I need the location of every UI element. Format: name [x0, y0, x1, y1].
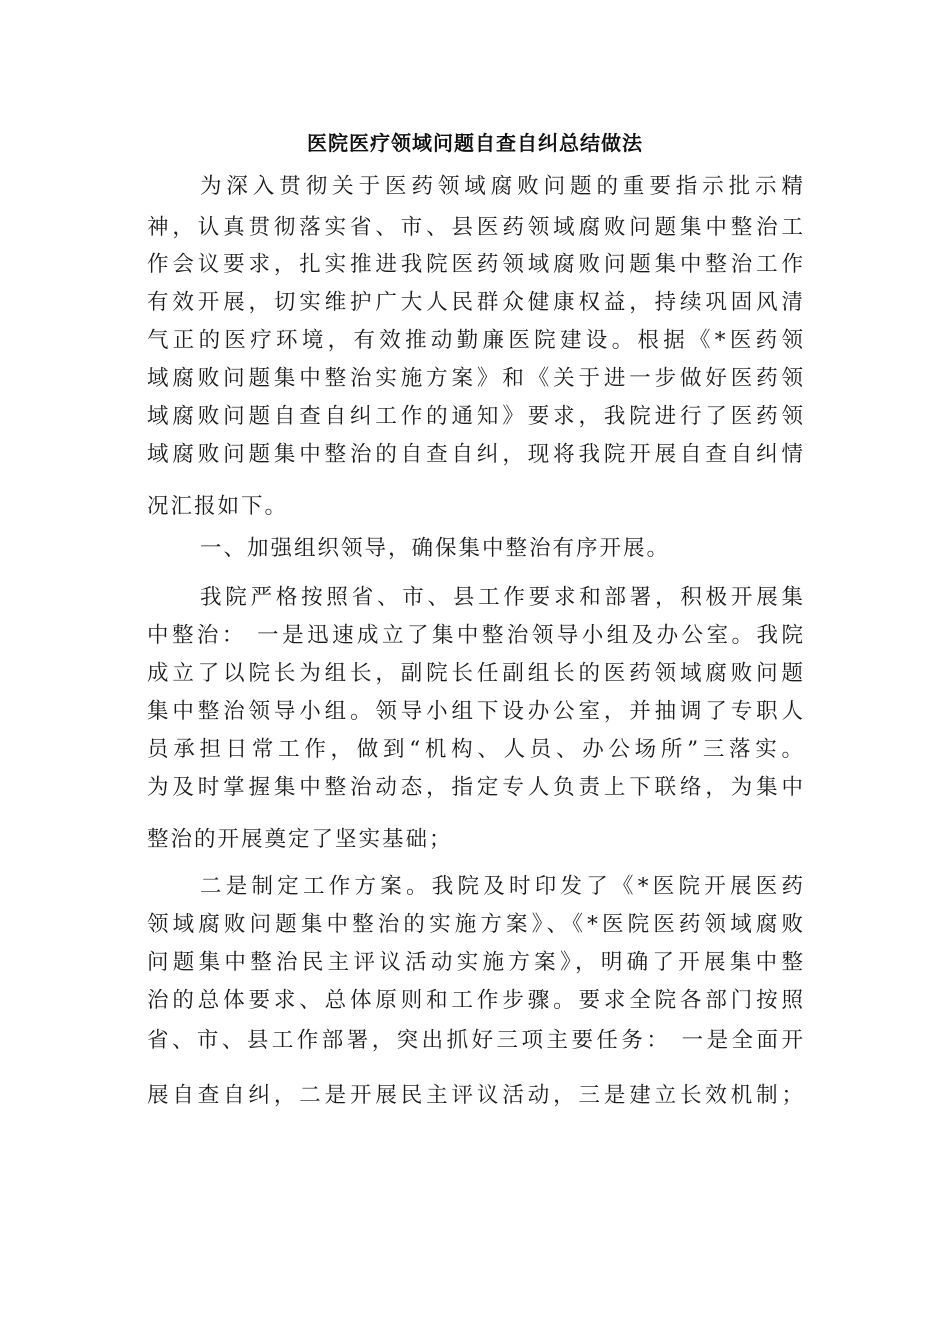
paragraph-line: 气正的医疗环境，有效推动勤廉医院建设。根据《*医药领: [147, 328, 803, 353]
paragraph-line: 集中整治领导小组。领导小组下设办公室，并抽调了专职人: [147, 699, 803, 724]
paragraph-line: 神，认真贯彻落实省、市、县医药领域腐败问题集中整治工: [147, 215, 803, 240]
paragraph-line: 整治的开展奠定了坚实基础；: [147, 827, 453, 852]
paragraph-line: 域腐败问题集中整治的自查自纠，现将我院开展自查自纠情: [147, 442, 803, 467]
paragraph-line: 域腐败问题自查自纠工作的通知》要求，我院进行了医药领: [147, 404, 803, 429]
document-title: 医院医疗领域问题自查自纠总结做法: [307, 131, 643, 155]
paragraph-line: 成立了以院长为组长，副院长任副组长的医药领域腐败问题: [147, 661, 803, 686]
paragraph-line: 展自查自纠，二是开展民主评议活动，三是建立长效机制；: [147, 1083, 803, 1108]
paragraph-line: 员承担日常工作，做到“机构、人员、办公场所”三落实。: [147, 737, 803, 762]
paragraph-line: 问题集中整治民主评议活动实施方案》，明确了开展集中整: [147, 950, 803, 975]
paragraph-line: 作会议要求，扎实推进我院医药领域腐败问题集中整治工作: [147, 252, 803, 277]
paragraph-line: 为深入贯彻关于医药领域腐败问题的重要指示批示精: [200, 174, 803, 199]
section-heading: 一、加强组织领导，确保集中整治有序开展。: [200, 536, 671, 561]
paragraph-line: 二是制定工作方案。我院及时印发了《*医院开展医药: [200, 874, 803, 899]
paragraph-line: 为及时掌握集中整治动态，指定专人负责上下联络，为集中: [147, 775, 803, 800]
paragraph-line: 治的总体要求、总体原则和工作步骤。要求全院各部门按照: [147, 988, 803, 1013]
paragraph-line: 况汇报如下。: [147, 494, 289, 519]
paragraph-line: 省、市、县工作部署，突出抓好三项主要任务： 一是全面开: [147, 1028, 803, 1053]
paragraph-line: 领域腐败问题集中整治的实施方案》、《*医院医药领域腐败: [147, 912, 803, 937]
paragraph-line: 有效开展，切实维护广大人民群众健康权益，持续巩固风清: [147, 290, 803, 315]
paragraph-line: 中整治： 一是迅速成立了集中整治领导小组及办公室。我院: [147, 623, 803, 648]
paragraph-line: 域腐败问题集中整治实施方案》和《关于进一步做好医药领: [147, 366, 803, 391]
paragraph-line: 我院严格按照省、市、县工作要求和部署，积极开展集: [200, 585, 803, 610]
